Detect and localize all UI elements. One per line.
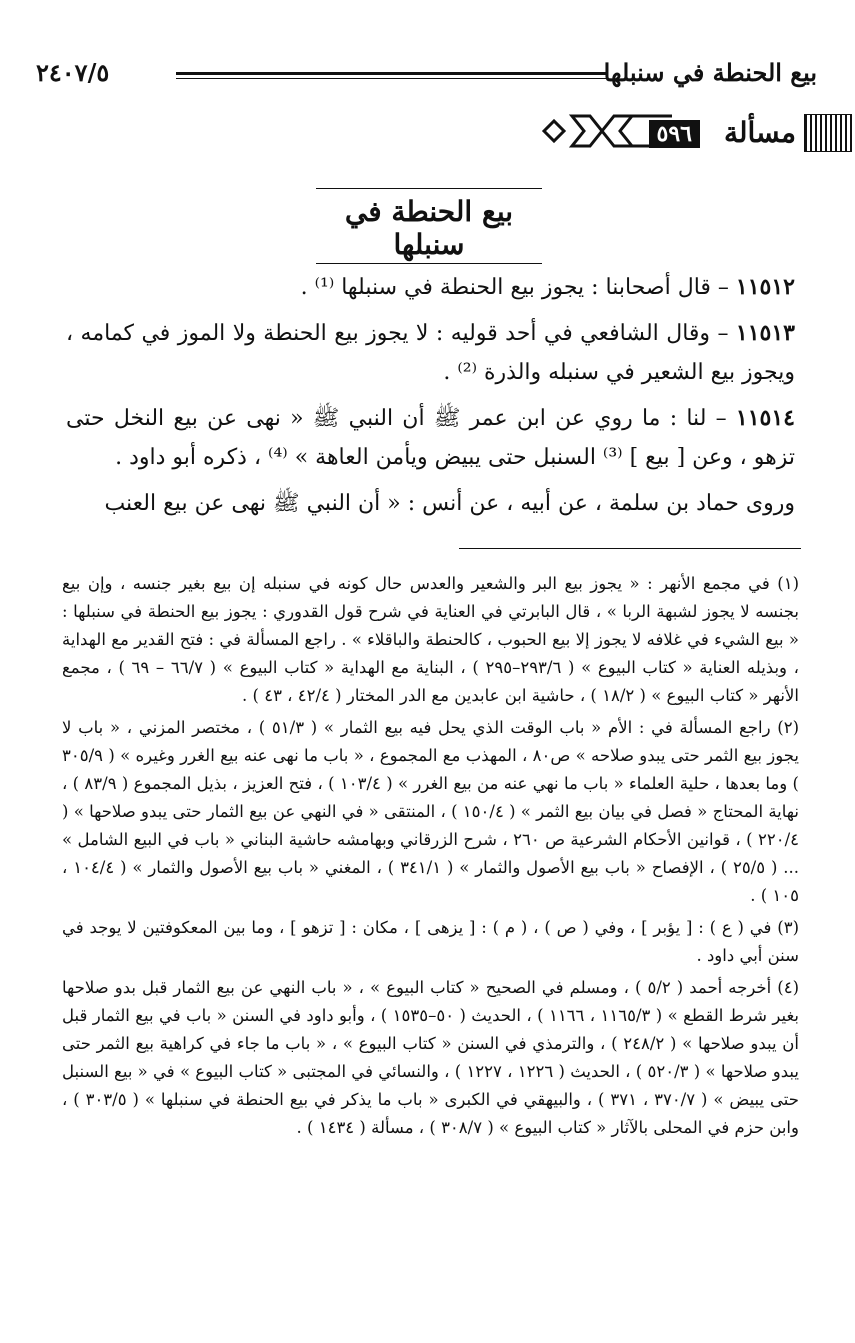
geometric-ornament-icon [532, 108, 672, 154]
paragraph-text: وروى حماد بن سلمة ، عن أبيه ، عن أنس : « أن النبي ﷺ نهى عن بيع العنب [104, 491, 795, 516]
header-rule [176, 72, 607, 79]
paragraph-number: ١١٥١٤ [735, 405, 795, 431]
section-title: بيع الحنطة في سنبلها [344, 195, 514, 261]
section-heading [316, 188, 542, 264]
paragraph-text: – لنا : ما روي عن ابن عمر ﷺ أن النبي ﷺ « نهى عن بيع النخل حتى تزهو ، وعن [ بيع ] ⁽³⁾ السنبل حتى يبيض ويأمن العاهة » ⁽⁴⁾ ، ذكره أبو داود . [66, 406, 795, 470]
barcode-ornament-icon [804, 114, 852, 152]
paragraph-number: ١١٥١٢ [735, 274, 795, 300]
paragraph-number: ١١٥١٣ [735, 320, 795, 346]
paragraph [66, 399, 795, 477]
paragraph [66, 314, 795, 392]
paragraph [66, 484, 795, 523]
masala-banner [532, 108, 852, 154]
footnote: (٢) راجع المسألة في : الأم « باب الوقت الذي يحل فيه بيع الثمار » ( ٥١/٣ ) ، مختصر المزني ، « باب لا يجوز بيع الثمر حتى يبدو صلاحه » ص٨٠ ، المهذب مع المجموع ، « باب ما نهى عنه بيع الغرر وغيره » ( ٣٠٥/٩ ) وما بعدها ، حلية العلماء « باب ما نهي عنه من بيع الغرر » ( ١٠٣/٤ ) ، فتح العزيز ، بذيل المجموع ( ٨٣/٩ ) ، نهاية المحتاج « فصل في بيان بيع الثمر » ( ١٥٠/٤ ) ، المنتقى « في النهي عن بيع الثمار حتى يبدو صلاحها » ( ٢٢٠/٤ ) ، قوانين الأحكام الشرعية ص ٢٦٠ ، شرح الزرقاني وبهامشه حاشية البناني « باب في البيع الشامل » ... ( ٢٥/٥ ) ، الإفصاح « باب بيع الأصول والثمار » ( ٣٤١/١ ) ، المغني « باب بيع الأصول والثمار » ( ١٠٤/٤ ، ١٠٥ ) . [62, 718, 800, 905]
footnotes [62, 570, 799, 1146]
footnote: (٣) في ( ع ) : [ يؤبر ] ، وفي ( ص ) ، ( م ) : [ يزهى ] ، مكان : [ تزهو ] ، وما بين المعكوفتين لا يوجد في سنن أبي داود . [62, 918, 799, 965]
page-header [36, 58, 817, 98]
main-text [66, 268, 795, 530]
heading-underline [316, 263, 542, 264]
paragraph-text: – قال أصحابنا : يجوز بيع الحنطة في سنبلها ⁽¹⁾ . [300, 275, 736, 300]
running-title: بيع الحنطة في سنبلها [603, 58, 817, 87]
masala-label: مسألة [723, 116, 796, 149]
footnote-divider [459, 548, 801, 549]
footnote: (١) في مجمع الأنهر : « يجوز بيع البر والشعير والعدس حال كونه في سنبله إن بيع بغير جنسه ، وإن بيع بجنسه لا يجوز لشبهة الربا » ، قال البابرتي في العناية في شرح قول القدوري : يجوز بيع الحنطة في سنبلها : « بيع الشيء في غلافه لا يجوز إلا بيع الحبوب ، كالحنطة والباقلاء » . راجع المسألة في : فتح القدير مع الهداية ، وبذيله العناية « كتاب البيوع » ( ٢٩٣/٦–٢٩٥ ) ، البناية مع الهداية « كتاب البيوع » ( ٦٦/٧ – ٦٩ ) ، مجمع الأنهر « كتاب البيوع » ( ١٨/٢ ) ، حاشية ابن عابدين مع الدر المختار ( ٤٢/٤ ، ٤٣ ) . [62, 574, 799, 705]
paragraph [66, 268, 795, 307]
footnote: (٤) أخرجه أحمد ( ٥/٢ ) ، ومسلم في الصحيح « كتاب البيوع » ، « باب النهي عن بيع الثمار قبل بدو صلاحها بغير شرط القطع » ( ١١٦٥/٣ ، ١١٦٦ ) ، الحديث ( ٥٠–١٥٣٥ ) ، وأبو داود في السنن « باب في بيع الثمار قبل أن يبدو صلاحها » ( ٢٤٨/٢ ) ، والترمذي في السنن « كتاب البيوع » ، « باب ما جاء في كراهية بيع الثمر حتى يبدو صلاحها » ( ٥٢٠/٣ ) ، الحديث ( ١٢٢٦ ، ١٢٢٧ ) ، والنسائي في المجتبى « كتاب البيوع » في « بيع السنبل حتى يبيض » ( ٣٧٠/٧ ، ٣٧١ ) ، والبيهقي في الكبرى « باب ما يذكر في بيع الحنطة في سنبلها » ( ٣٠٣/٥ ) ، وابن حزم في المحلى بالآثار « كتاب البيوع » ( ٣٠٨/٧ ) ، مسألة ( ١٤٣٤ ) . [62, 978, 799, 1137]
paragraph-text: – وقال الشافعي في أحد قوليه : لا يجوز بيع الحنطة ولا الموز في كمامه ، ويجوز بيع الشعير في سنبله والذرة ⁽²⁾ . [66, 321, 795, 385]
page-reference: ٢٤٠٧/٥ [36, 58, 110, 87]
masala-number: ٥٩٦ [649, 120, 700, 148]
heading-top-rule [316, 188, 542, 189]
